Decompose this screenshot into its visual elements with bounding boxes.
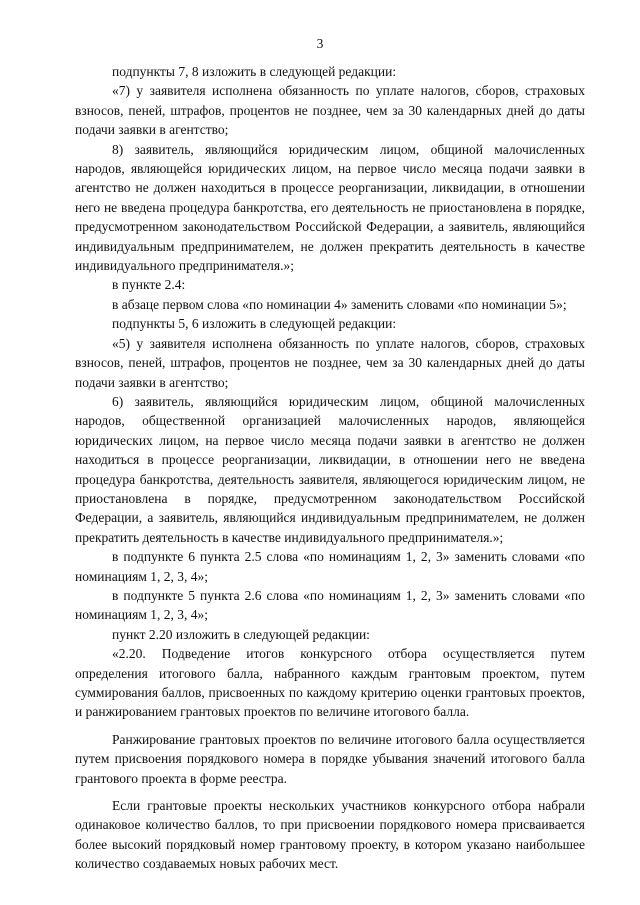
document-body	[75, 62, 585, 874]
paragraph-clause-2-5: в подпункте 6 пункта 2.5 слова «по номинациям 1, 2, 3» заменить словами «по номинациям 1, 2, 3, 4»;	[75, 549, 585, 584]
paragraph-clause-2-4-first: в абзаце первом слова «по номинации 4» заменить словами «по номинации 5»;	[112, 296, 567, 312]
paragraph-subclause-6: 6) заявитель, являющийся юридическим лицом, общиной малочисленных народов, общественной организацией малочисленных народов, являющейся юридических лицом, на первое число месяца подачи заявки в агентство не должен находиться в процессе реорганизации, ликвидации, в отношении него не введена процедура банкротства, деятельность заявителя, являющегося юридическим лицом, не приостановлена в порядке, предусмотренном законодательством Российской Федерации, а заявитель, являющийся индивидуальным предпринимателем, не должен прекратить деятельность в качестве индивидуального предпринимателя.»;	[75, 393, 585, 545]
paragraph-subclauses-7-8-intro: подпункты 7, 8 изложить в следующей редакции:	[112, 64, 397, 79]
paragraph-subclauses-5-6-intro: подпункты 5, 6 изложить в следующей редакции:	[112, 316, 397, 332]
paragraph-subclause-5: «5) у заявителя исполнена обязанность по уплате налогов, сборов, страховых взносов, пеней, штрафов, процентов не позднее, чем за 30 календарных дней до даты подачи заявки в агентство;	[75, 335, 585, 390]
paragraph-clause-2-4-intro: в пункте 2.4:	[112, 277, 186, 293]
paragraph-clause-2-20-summary: «2.20. Подведение итогов конкурсного отбора осуществляется путем определения итогового балла, набранного каждым грантовым проектом, путем суммирования баллов, присвоенных по каждому критерию оценки грантовых проектов, и ранжированием грантовых проектов по величине итогового балла.	[75, 646, 585, 720]
page-number: 3	[316, 36, 324, 51]
paragraph-tie-break: Если грантовые проекты нескольких участников конкурсного отбора набрали одинаковое количество баллов, то при присвоении порядкового номера присваивается более высокий порядковый номер грантовому проекту, в котором указано наибольшее количество создаваемых новых рабочих мест.	[75, 798, 585, 872]
paragraph-ranking: Ранжирование грантовых проектов по величине итогового балла осуществляется путем присвоения порядкового номера в порядке убывания значений итогового балла грантового проекта в форме реестра.	[75, 731, 585, 786]
paragraph-clause-2-6: в подпункте 5 пункта 2.6 слова «по номинациям 1, 2, 3» заменить словами «по номинациям 1, 2, 3, 4»;	[75, 587, 585, 623]
paragraph-subclause-7: «7) у заявителя исполнена обязанность по уплате налогов, сборов, страховых взносов, пеней, штрафов, процентов не позднее, чем за 30 календарных дней до даты подачи заявки в агентство;	[75, 83, 585, 138]
paragraph-clause-2-20-intro: пункт 2.20 изложить в следующей редакции:	[112, 626, 370, 642]
paragraph-subclause-8: 8) заявитель, являющийся юридическим лицом, общиной малочисленных народов, являющейся юридических лицом, на первое число месяца подачи заявки в агентство не должен находиться в процессе реорганизации, ликвидации, в отношении него не введена процедура банкротства, его деятельность не приостановлена в порядке, предусмотренном законодательством Российской Федерации, а заявитель, являющийся индивидуальным предпринимателем, не должен прекратить деятельность в качестве индивидуального предпринимателя.»;	[75, 141, 585, 274]
